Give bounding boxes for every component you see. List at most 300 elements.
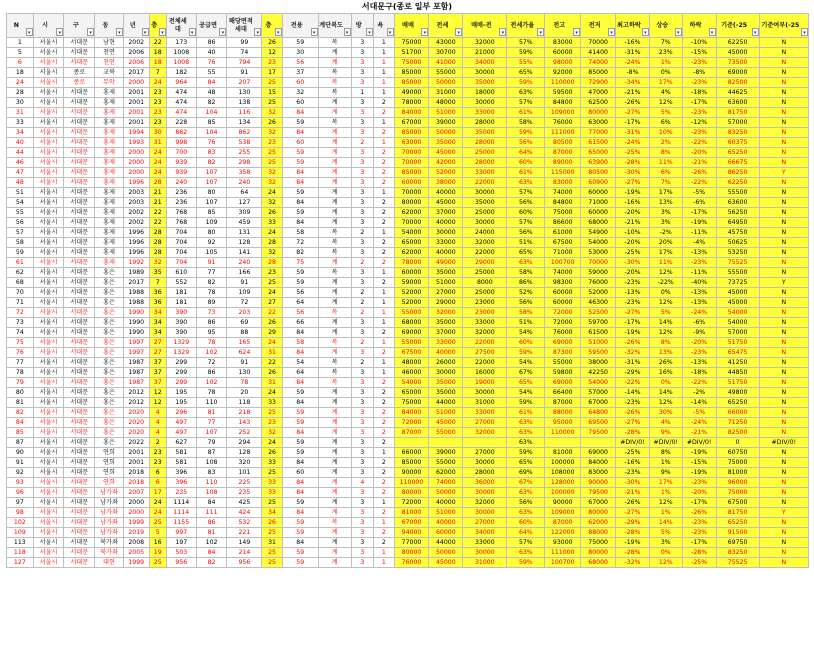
table-cell[interactable]: -28% bbox=[616, 548, 650, 558]
table-cell[interactable]: N bbox=[759, 558, 808, 568]
table-cell[interactable]: 81000 bbox=[394, 508, 429, 518]
table-cell[interactable]: N bbox=[759, 458, 808, 468]
table-cell[interactable]: 115000 bbox=[545, 168, 581, 178]
table-cell[interactable]: 홍제 bbox=[95, 168, 124, 178]
table-cell[interactable]: 111000 bbox=[545, 128, 581, 138]
table-cell[interactable]: 복 bbox=[318, 358, 351, 368]
table-cell[interactable]: 294 bbox=[227, 438, 262, 448]
table-cell[interactable]: 홍제 bbox=[95, 88, 124, 98]
table-cell[interactable]: 26000 bbox=[429, 358, 463, 368]
table-cell[interactable]: N bbox=[759, 118, 808, 128]
table-cell[interactable]: 118 bbox=[7, 548, 34, 558]
table-cell[interactable]: 1989 bbox=[123, 268, 149, 278]
table-cell[interactable]: 25 bbox=[262, 98, 283, 108]
table-cell[interactable]: 서울시 bbox=[33, 48, 64, 58]
table-cell[interactable]: 34 bbox=[149, 308, 166, 318]
table-cell[interactable]: 75 bbox=[7, 338, 34, 348]
table-cell[interactable]: 2002 bbox=[123, 218, 149, 228]
table-cell[interactable]: N bbox=[759, 158, 808, 168]
table-cell[interactable]: 76000 bbox=[545, 118, 581, 128]
table-cell[interactable]: 55000 bbox=[429, 428, 463, 438]
table-cell[interactable]: 26 bbox=[262, 118, 283, 128]
table-cell[interactable]: 2 bbox=[374, 378, 395, 388]
table-cell[interactable]: 81 bbox=[196, 528, 227, 538]
table-cell[interactable]: 29 bbox=[262, 328, 283, 338]
table-cell[interactable]: 홍제 bbox=[95, 258, 124, 268]
table-cell[interactable]: 59500 bbox=[581, 348, 616, 358]
table-cell[interactable]: 3 bbox=[351, 528, 374, 538]
table-cell[interactable]: -29% bbox=[616, 518, 650, 528]
table-cell[interactable]: -18% bbox=[682, 88, 716, 98]
table-cell[interactable]: 23 bbox=[262, 268, 283, 278]
table-cell[interactable]: -6% bbox=[682, 198, 716, 208]
table-cell[interactable]: 홍제 bbox=[95, 208, 124, 218]
table-cell[interactable]: -24% bbox=[616, 58, 650, 68]
table-cell[interactable]: 3 bbox=[351, 78, 374, 88]
table-cell[interactable]: 76000 bbox=[545, 328, 581, 338]
table-cell[interactable]: 86250 bbox=[716, 168, 759, 178]
table-cell[interactable]: 7 bbox=[149, 278, 166, 288]
table-cell[interactable]: 78 bbox=[196, 338, 227, 348]
table-cell[interactable]: 91 bbox=[7, 458, 34, 468]
table-cell[interactable]: 16% bbox=[649, 368, 682, 378]
column-header[interactable] bbox=[95, 14, 124, 38]
table-cell[interactable]: 60 bbox=[282, 98, 318, 108]
table-cell[interactable]: 31000 bbox=[429, 88, 463, 98]
table-cell[interactable]: 서대문 bbox=[64, 148, 95, 158]
table-cell[interactable]: 11% bbox=[649, 258, 682, 268]
table-cell[interactable]: 서울시 bbox=[33, 548, 64, 558]
table-cell[interactable] bbox=[545, 438, 581, 448]
table-cell[interactable]: N bbox=[759, 488, 808, 498]
table-cell[interactable]: 109 bbox=[227, 288, 262, 298]
table-cell[interactable]: 73500 bbox=[716, 58, 759, 68]
table-cell[interactable]: 101 bbox=[227, 468, 262, 478]
table-cell[interactable]: 33 bbox=[262, 398, 283, 408]
table-cell[interactable]: 84000 bbox=[394, 408, 429, 418]
table-cell[interactable]: 1329 bbox=[166, 348, 196, 358]
table-cell[interactable]: 1 bbox=[374, 368, 395, 378]
table-cell[interactable]: 52500 bbox=[581, 308, 616, 318]
table-cell[interactable]: 남가좌 bbox=[95, 488, 124, 498]
table-cell[interactable]: 72 bbox=[196, 358, 227, 368]
table-cell[interactable]: 계 bbox=[318, 558, 351, 568]
table-cell[interactable]: 86600 bbox=[545, 218, 581, 228]
table-cell[interactable]: 425 bbox=[227, 498, 262, 508]
table-cell[interactable]: -26% bbox=[616, 98, 650, 108]
table-cell[interactable]: -19% bbox=[682, 218, 716, 228]
table-cell[interactable]: 0% bbox=[649, 548, 682, 558]
table-cell[interactable]: 214 bbox=[227, 548, 262, 558]
table-cell[interactable]: 54000 bbox=[716, 308, 759, 318]
table-cell[interactable]: 2 bbox=[374, 508, 395, 518]
table-cell[interactable]: 218 bbox=[227, 408, 262, 418]
table-cell[interactable]: 32000 bbox=[463, 38, 507, 48]
table-cell[interactable]: 서울시 bbox=[33, 408, 64, 418]
table-cell[interactable]: 홍은 bbox=[95, 368, 124, 378]
table-cell[interactable]: -13% bbox=[682, 298, 716, 308]
table-cell[interactable]: 78 bbox=[196, 388, 227, 398]
table-cell[interactable]: 서대문 bbox=[64, 368, 95, 378]
table-cell[interactable]: 84 bbox=[282, 108, 318, 118]
table-cell[interactable]: 25 bbox=[262, 158, 283, 168]
table-cell[interactable]: 3 bbox=[351, 128, 374, 138]
table-cell[interactable]: 60 bbox=[282, 78, 318, 88]
table-cell[interactable]: N bbox=[759, 38, 808, 48]
table-cell[interactable]: 28 bbox=[262, 258, 283, 268]
table-cell[interactable]: 25000 bbox=[463, 268, 507, 278]
table-cell[interactable]: 40000 bbox=[429, 218, 463, 228]
table-cell[interactable]: 1114 bbox=[166, 498, 196, 508]
table-cell[interactable]: -20% bbox=[616, 208, 650, 218]
table-cell[interactable]: 67500 bbox=[716, 498, 759, 508]
table-cell[interactable]: -23% bbox=[616, 278, 650, 288]
table-cell[interactable]: -13% bbox=[682, 248, 716, 258]
table-cell[interactable]: 서울시 bbox=[33, 228, 64, 238]
table-cell[interactable]: 2020 bbox=[123, 428, 149, 438]
table-cell[interactable]: 59 bbox=[282, 448, 318, 458]
table-cell[interactable]: 서대문 bbox=[64, 248, 95, 258]
table-cell[interactable]: 1 bbox=[374, 288, 395, 298]
table-cell[interactable]: 59% bbox=[507, 128, 545, 138]
table-cell[interactable]: 3 bbox=[351, 368, 374, 378]
table-cell[interactable]: 계 bbox=[318, 208, 351, 218]
table-cell[interactable]: -28% bbox=[616, 428, 650, 438]
table-cell[interactable]: 84000 bbox=[394, 108, 429, 118]
table-cell[interactable]: 서대문 bbox=[64, 318, 95, 328]
table-cell[interactable]: 서대문 bbox=[64, 128, 95, 138]
table-cell[interactable]: N bbox=[759, 408, 808, 418]
table-cell[interactable]: 624 bbox=[227, 348, 262, 358]
table-cell[interactable]: 173 bbox=[166, 38, 196, 48]
table-cell[interactable]: 0% bbox=[649, 68, 682, 78]
table-cell[interactable]: 95000 bbox=[545, 418, 581, 428]
table-cell[interactable]: 3 bbox=[351, 108, 374, 118]
table-cell[interactable]: 70000 bbox=[394, 188, 429, 198]
table-cell[interactable]: 61% bbox=[507, 108, 545, 118]
table-cell[interactable]: 88000 bbox=[545, 408, 581, 418]
table-cell[interactable]: 복 bbox=[318, 518, 351, 528]
table-cell[interactable]: -5% bbox=[682, 408, 716, 418]
table-cell[interactable]: 93 bbox=[7, 478, 34, 488]
table-cell[interactable]: 3 bbox=[351, 438, 374, 448]
table-cell[interactable]: 12 bbox=[262, 48, 283, 58]
table-cell[interactable]: 503 bbox=[166, 548, 196, 558]
table-cell[interactable]: -40% bbox=[682, 278, 716, 288]
table-cell[interactable]: 358 bbox=[227, 168, 262, 178]
table-cell[interactable]: 109 bbox=[196, 218, 227, 228]
table-cell[interactable]: 56250 bbox=[716, 208, 759, 218]
table-cell[interactable]: N bbox=[759, 268, 808, 278]
table-cell[interactable]: -27% bbox=[616, 108, 650, 118]
column-header[interactable] bbox=[7, 14, 34, 38]
filter-dropdown-icon[interactable]: ▾ bbox=[499, 28, 506, 36]
table-cell[interactable]: 1999 bbox=[123, 518, 149, 528]
table-cell[interactable]: N bbox=[759, 428, 808, 438]
table-cell[interactable]: 48 bbox=[196, 88, 227, 98]
table-cell[interactable]: 남가좌 bbox=[95, 528, 124, 538]
table-cell[interactable]: 80 bbox=[196, 228, 227, 238]
table-cell[interactable]: 서대문 bbox=[64, 118, 95, 128]
table-cell[interactable]: 1 bbox=[351, 88, 374, 98]
table-cell[interactable]: 1994 bbox=[123, 128, 149, 138]
table-cell[interactable]: 서울시 bbox=[33, 328, 64, 338]
filter-dropdown-icon[interactable]: ▾ bbox=[344, 28, 351, 36]
table-cell[interactable]: 60000 bbox=[429, 528, 463, 538]
table-cell[interactable]: 홍제 bbox=[95, 138, 124, 148]
table-cell[interactable]: 68000 bbox=[394, 318, 429, 328]
table-cell[interactable]: 서울시 bbox=[33, 478, 64, 488]
table-cell[interactable]: 34000 bbox=[463, 58, 507, 68]
table-cell[interactable]: -19% bbox=[616, 188, 650, 198]
table-cell[interactable]: 서울시 bbox=[33, 448, 64, 458]
table-cell[interactable]: 60% bbox=[507, 158, 545, 168]
table-cell[interactable]: 207 bbox=[227, 78, 262, 88]
table-cell[interactable]: 계 bbox=[318, 138, 351, 148]
table-cell[interactable]: 65250 bbox=[716, 518, 759, 528]
table-cell[interactable]: 33000 bbox=[463, 538, 507, 548]
table-cell[interactable]: 8% bbox=[649, 338, 682, 348]
table-cell[interactable]: 남가좌 bbox=[95, 508, 124, 518]
table-cell[interactable]: 58% bbox=[507, 118, 545, 128]
table-cell[interactable]: 102 bbox=[196, 378, 227, 388]
table-cell[interactable]: 서대문 bbox=[64, 258, 95, 268]
table-cell[interactable]: 59 bbox=[282, 548, 318, 558]
table-cell[interactable]: 82 bbox=[7, 408, 34, 418]
table-cell[interactable]: 84 bbox=[196, 78, 227, 88]
table-cell[interactable]: 56 bbox=[282, 58, 318, 68]
table-cell[interactable]: 108 bbox=[196, 458, 227, 468]
table-cell[interactable]: 31 bbox=[149, 138, 166, 148]
table-cell[interactable]: 서울시 bbox=[33, 288, 64, 298]
table-cell[interactable]: 1 bbox=[374, 268, 395, 278]
table-cell[interactable]: N bbox=[759, 148, 808, 158]
table-cell[interactable]: -31% bbox=[616, 128, 650, 138]
table-cell[interactable]: 서대문 bbox=[64, 558, 95, 568]
table-cell[interactable]: 102 bbox=[196, 348, 227, 358]
table-cell[interactable]: 33 bbox=[262, 478, 283, 488]
table-cell[interactable]: 계 bbox=[318, 448, 351, 458]
table-cell[interactable]: -17% bbox=[682, 498, 716, 508]
table-cell[interactable]: 2003 bbox=[123, 188, 149, 198]
table-cell[interactable]: 홍제 bbox=[95, 248, 124, 258]
table-cell[interactable]: -23% bbox=[682, 128, 716, 138]
table-cell[interactable]: #DIV/0! bbox=[616, 438, 650, 448]
filter-dropdown-icon[interactable]: ▾ bbox=[801, 28, 808, 36]
table-cell[interactable]: 62 bbox=[7, 268, 34, 278]
table-cell[interactable]: 26% bbox=[649, 358, 682, 368]
table-cell[interactable]: 서대문 bbox=[64, 178, 95, 188]
table-cell[interactable]: 84800 bbox=[545, 198, 581, 208]
table-cell[interactable]: 84 bbox=[196, 498, 227, 508]
table-cell[interactable]: 59000 bbox=[581, 268, 616, 278]
table-cell[interactable]: 60% bbox=[507, 208, 545, 218]
table-cell[interactable] bbox=[394, 438, 429, 448]
table-cell[interactable]: 2 bbox=[374, 438, 395, 448]
table-cell[interactable]: 25 bbox=[262, 468, 283, 478]
table-cell[interactable]: 34 bbox=[262, 508, 283, 518]
table-cell[interactable]: 1 bbox=[374, 548, 395, 558]
table-cell[interactable]: 299 bbox=[166, 378, 196, 388]
table-cell[interactable]: 서울시 bbox=[33, 58, 64, 68]
table-cell[interactable]: 41400 bbox=[581, 48, 616, 58]
table-cell[interactable]: 32000 bbox=[463, 428, 507, 438]
table-cell[interactable]: 23000 bbox=[463, 298, 507, 308]
table-cell[interactable]: N bbox=[759, 208, 808, 218]
table-cell[interactable]: 240 bbox=[166, 178, 196, 188]
table-cell[interactable]: 83000 bbox=[581, 468, 616, 478]
table-cell[interactable]: 28 bbox=[149, 238, 166, 248]
table-cell[interactable]: N bbox=[759, 178, 808, 188]
table-cell[interactable]: 2 bbox=[351, 138, 374, 148]
table-cell[interactable]: -26% bbox=[682, 168, 716, 178]
table-cell[interactable]: 27 bbox=[149, 338, 166, 348]
table-cell[interactable]: -23% bbox=[616, 468, 650, 478]
table-cell[interactable]: 45000 bbox=[716, 48, 759, 58]
table-cell[interactable]: 서대문 bbox=[64, 408, 95, 418]
table-cell[interactable]: 계 bbox=[318, 298, 351, 308]
table-cell[interactable]: 서울시 bbox=[33, 508, 64, 518]
column-header[interactable] bbox=[581, 14, 616, 38]
table-cell[interactable]: 75000 bbox=[394, 38, 429, 48]
table-cell[interactable]: 계 bbox=[318, 158, 351, 168]
table-cell[interactable]: -20% bbox=[682, 338, 716, 348]
filter-dropdown-icon[interactable]: ▾ bbox=[675, 28, 682, 36]
table-cell[interactable]: 63000 bbox=[581, 118, 616, 128]
table-cell[interactable]: 221 bbox=[227, 528, 262, 538]
table-cell[interactable]: 13% bbox=[649, 198, 682, 208]
table-cell[interactable]: 92 bbox=[7, 468, 34, 478]
table-cell[interactable]: 128 bbox=[227, 238, 262, 248]
table-cell[interactable]: 서울시 bbox=[33, 488, 64, 498]
table-cell[interactable]: 2 bbox=[374, 98, 395, 108]
table-cell[interactable]: 4% bbox=[649, 418, 682, 428]
table-cell[interactable]: 1 bbox=[374, 68, 395, 78]
table-cell[interactable]: 55500 bbox=[716, 268, 759, 278]
table-cell[interactable]: 37 bbox=[149, 368, 166, 378]
table-cell[interactable]: 32 bbox=[282, 88, 318, 98]
table-cell[interactable]: 320 bbox=[227, 458, 262, 468]
table-cell[interactable]: -26% bbox=[616, 408, 650, 418]
table-cell[interactable]: -20% bbox=[682, 488, 716, 498]
table-cell[interactable]: N bbox=[759, 198, 808, 208]
table-cell[interactable]: 천연 bbox=[95, 58, 124, 68]
table-cell[interactable]: 58 bbox=[7, 238, 34, 248]
table-cell[interactable]: 31000 bbox=[463, 398, 507, 408]
table-cell[interactable]: 113 bbox=[7, 538, 34, 548]
table-cell[interactable]: -23% bbox=[682, 58, 716, 68]
table-cell[interactable]: 2020 bbox=[123, 418, 149, 428]
filter-dropdown-icon[interactable]: ▾ bbox=[642, 28, 649, 36]
table-cell[interactable]: 2012 bbox=[123, 388, 149, 398]
table-cell[interactable]: 107 bbox=[196, 428, 227, 438]
table-cell[interactable]: 997 bbox=[166, 528, 196, 538]
filter-dropdown-icon[interactable]: ▾ bbox=[275, 28, 282, 36]
table-cell[interactable]: 6% bbox=[649, 118, 682, 128]
table-cell[interactable]: 71250 bbox=[716, 418, 759, 428]
table-cell[interactable]: N bbox=[759, 348, 808, 358]
table-cell[interactable]: 27 bbox=[149, 348, 166, 358]
table-cell[interactable]: 82 bbox=[282, 248, 318, 258]
table-cell[interactable]: 83000 bbox=[545, 38, 581, 48]
table-cell[interactable]: 16 bbox=[149, 538, 166, 548]
filter-dropdown-icon[interactable]: ▾ bbox=[116, 28, 123, 36]
table-cell[interactable]: 서대문 bbox=[64, 448, 95, 458]
table-cell[interactable]: 14% bbox=[649, 318, 682, 328]
filter-dropdown-icon[interactable]: ▾ bbox=[537, 28, 544, 36]
table-cell[interactable]: 22000 bbox=[463, 248, 507, 258]
table-cell[interactable]: 32000 bbox=[463, 238, 507, 248]
table-cell[interactable]: 남가좌 bbox=[95, 498, 124, 508]
table-cell[interactable]: 34000 bbox=[463, 528, 507, 538]
table-cell[interactable]: 33 bbox=[262, 488, 283, 498]
table-cell[interactable]: 2019 bbox=[123, 528, 149, 538]
filter-dropdown-icon[interactable]: ▾ bbox=[56, 28, 63, 36]
table-cell[interactable]: 5% bbox=[649, 108, 682, 118]
table-cell[interactable]: 49800 bbox=[716, 388, 759, 398]
table-cell[interactable]: 73 bbox=[7, 318, 34, 328]
table-cell[interactable]: 102 bbox=[7, 518, 34, 528]
table-cell[interactable]: 2% bbox=[649, 138, 682, 148]
filter-dropdown-icon[interactable]: ▾ bbox=[87, 28, 94, 36]
table-cell[interactable]: 서대문 bbox=[64, 538, 95, 548]
table-cell[interactable]: 55000 bbox=[545, 358, 581, 368]
table-cell[interactable]: N bbox=[759, 228, 808, 238]
table-cell[interactable]: -17% bbox=[616, 318, 650, 328]
table-cell[interactable]: 홍은 bbox=[95, 378, 124, 388]
table-cell[interactable]: 65% bbox=[507, 378, 545, 388]
table-cell[interactable]: 계 bbox=[318, 488, 351, 498]
table-cell[interactable]: 60 bbox=[282, 468, 318, 478]
table-cell[interactable]: 45000 bbox=[429, 418, 463, 428]
table-cell[interactable]: -20% bbox=[616, 268, 650, 278]
table-cell[interactable]: 18 bbox=[149, 58, 166, 68]
table-cell[interactable]: 390 bbox=[166, 308, 196, 318]
table-cell[interactable]: 2 bbox=[374, 328, 395, 338]
table-cell[interactable]: 1155 bbox=[166, 518, 196, 528]
table-cell[interactable]: 1987 bbox=[123, 358, 149, 368]
table-cell[interactable]: 87 bbox=[7, 438, 34, 448]
table-cell[interactable]: 70000 bbox=[581, 38, 616, 48]
table-cell[interactable]: 58 bbox=[282, 228, 318, 238]
table-cell[interactable]: 25 bbox=[262, 408, 283, 418]
table-cell[interactable]: 66400 bbox=[545, 388, 581, 398]
column-header[interactable] bbox=[374, 14, 395, 38]
table-cell[interactable]: 197 bbox=[166, 538, 196, 548]
table-cell[interactable]: 서울시 bbox=[33, 78, 64, 88]
table-cell[interactable]: 396 bbox=[166, 468, 196, 478]
column-header[interactable] bbox=[716, 14, 759, 38]
table-cell[interactable]: 3 bbox=[351, 48, 374, 58]
table-cell[interactable]: #DIV/0! bbox=[759, 438, 808, 448]
table-cell[interactable]: 110000 bbox=[394, 478, 429, 488]
table-cell[interactable]: 6 bbox=[149, 478, 166, 488]
table-cell[interactable]: -17% bbox=[616, 118, 650, 128]
table-cell[interactable]: 서대문 bbox=[64, 268, 95, 278]
table-cell[interactable]: 1 bbox=[374, 228, 395, 238]
column-header[interactable] bbox=[166, 14, 196, 38]
table-cell[interactable]: 3 bbox=[351, 468, 374, 478]
table-cell[interactable]: 5 bbox=[149, 528, 166, 538]
table-cell[interactable]: 86 bbox=[196, 38, 227, 48]
table-cell[interactable]: 계 bbox=[318, 318, 351, 328]
table-cell[interactable]: 60750 bbox=[716, 448, 759, 458]
table-cell[interactable]: 108000 bbox=[545, 468, 581, 478]
table-cell[interactable]: 계 bbox=[318, 478, 351, 488]
table-cell[interactable]: 63% bbox=[507, 548, 545, 558]
table-cell[interactable]: -23% bbox=[616, 398, 650, 408]
table-cell[interactable]: 46 bbox=[7, 158, 34, 168]
